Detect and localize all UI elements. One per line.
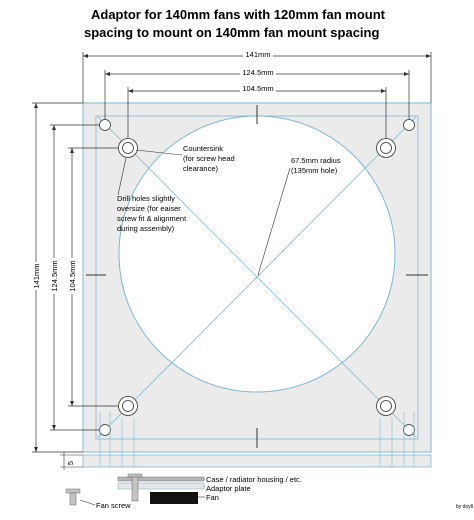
drill-note-2: oversize (for eaiser (117, 204, 181, 213)
legend-fan-label: Fan (206, 493, 219, 502)
drill-note-1: Drill holes slightly (117, 194, 175, 203)
radius-note-2: (135mm hole) (291, 166, 338, 175)
height-1245-label: 124.5mm (50, 260, 59, 292)
radius-note-1: 67.5mm radius (291, 156, 341, 165)
drill-note-4: during assembly) (117, 224, 175, 233)
adaptor-plate-section (118, 483, 204, 489)
width-141-label: 141mm (245, 50, 271, 59)
legend-plate-label: Adaptor plate (206, 484, 251, 493)
fan-screw-icon (66, 489, 80, 505)
side-profile (83, 455, 431, 467)
title-line-2: spacing to mount on 140mm fan mount spacing (84, 25, 380, 40)
countersink-note-2: (for screw head (183, 154, 235, 163)
thickness-5-label: 5 (66, 460, 75, 466)
title-line-1: Adaptor for 140mm fans with 120mm fan mount (91, 7, 385, 22)
fan-section (150, 492, 198, 504)
countersink-note-3: clearance) (183, 164, 219, 173)
width-1245-label: 124.5mm (242, 68, 274, 77)
legend-screw-label: Fan screw (96, 501, 131, 510)
width-1045-label: 104.5mm (242, 84, 274, 93)
countersink-note-1: Countersink (183, 144, 224, 153)
drill-note-3: screw fit & alignment (117, 214, 187, 223)
legend-case-label: Case / radiator housing / etc. (206, 475, 302, 484)
height-141-label: 141mm (32, 263, 41, 289)
case-housing (118, 477, 204, 481)
height-1045-label: 104.5mm (68, 260, 77, 292)
credit-text: by doyll (456, 504, 473, 510)
